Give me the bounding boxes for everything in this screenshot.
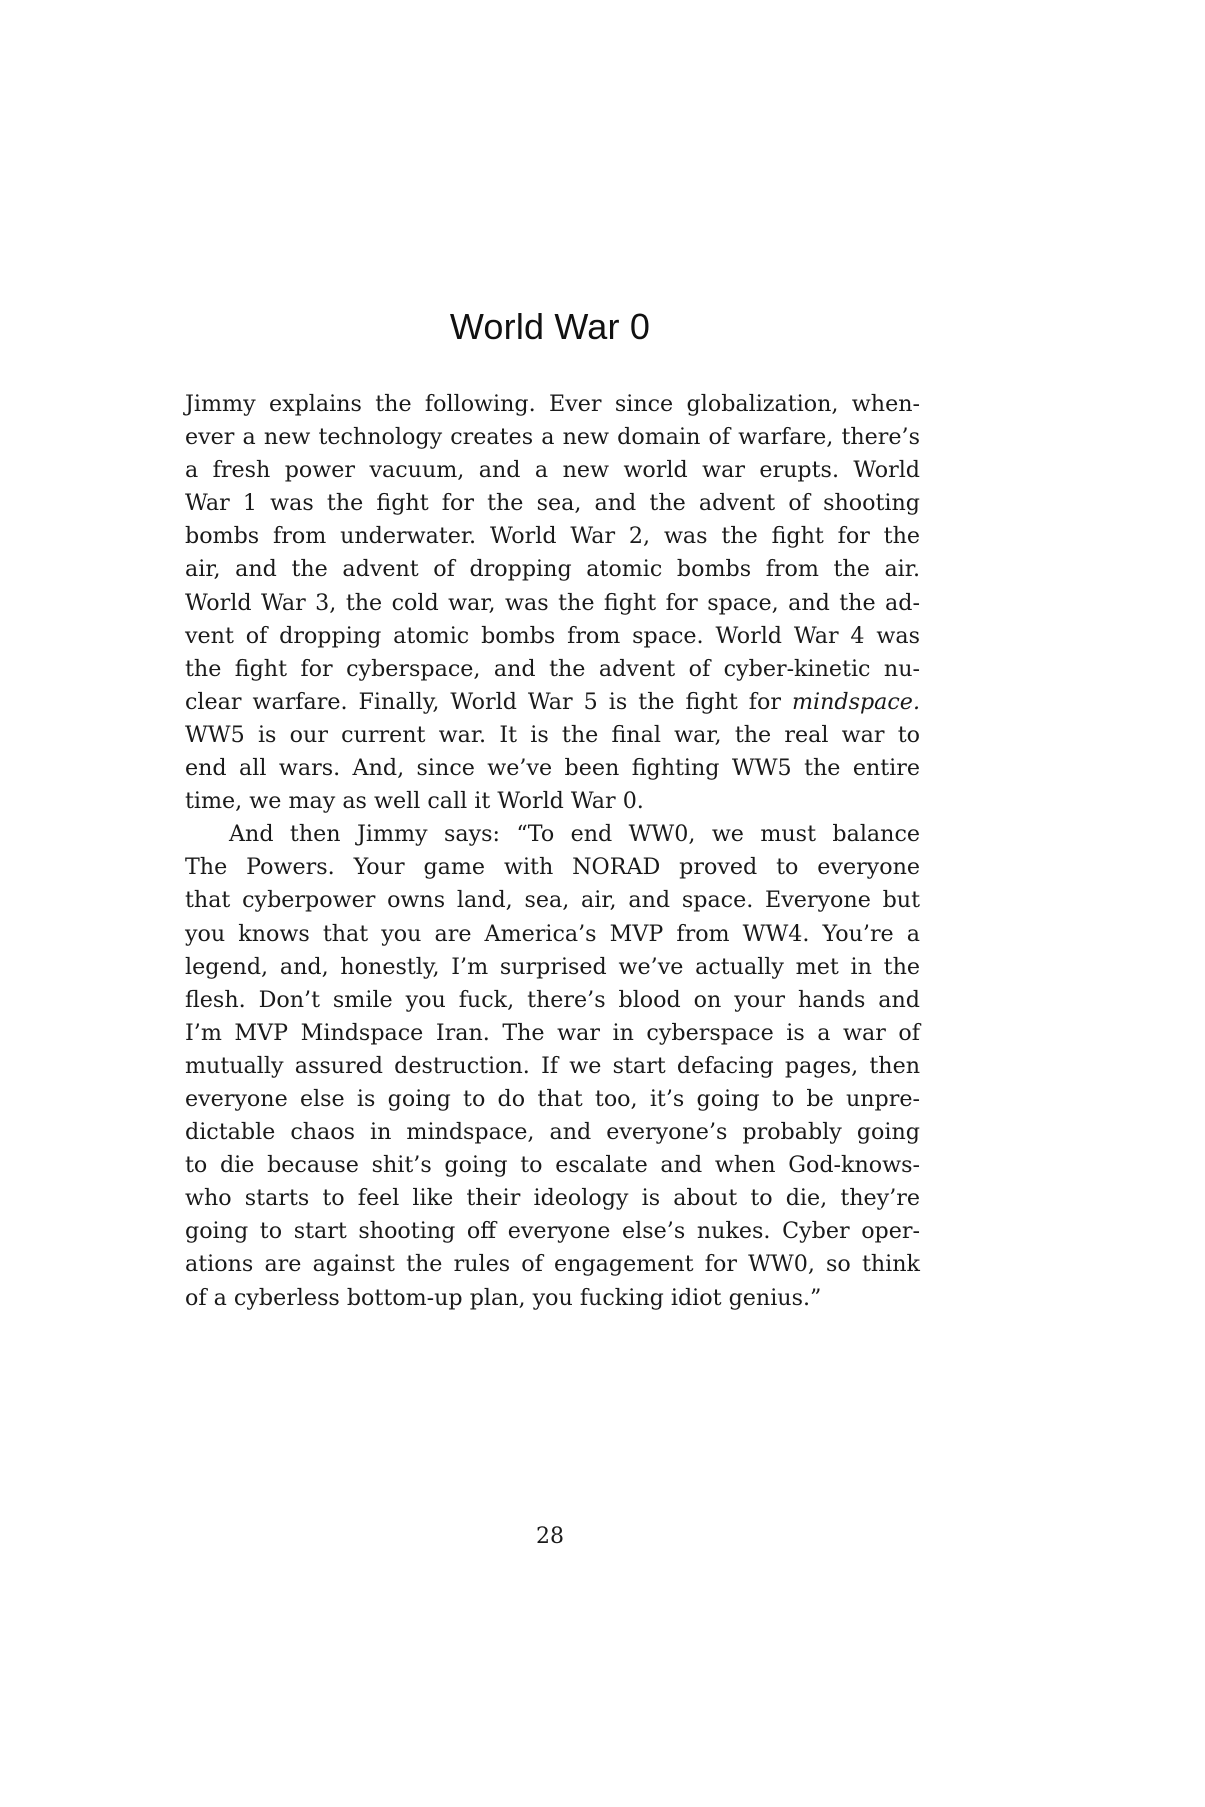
text-line: going to start shooting off everyone else’s nukes. Cyber oper- [185, 1218, 920, 1245]
text-line: WW5 is our current war. It is the final war, the real war to [185, 721, 920, 748]
text-line: you knows that you are America’s MVP from WW4. You’re a [185, 920, 920, 947]
text-line: end all wars. And, since we’ve been fighting WW5 the entire [185, 755, 920, 782]
text-line: who starts to feel like their ideology is about to die, they’re [185, 1185, 920, 1212]
text-line: a fresh power vacuum, and a new world war erupts. World [185, 457, 920, 484]
text-line: of a cyberless bottom-up plan, you fucking idiot genius.” [185, 1284, 822, 1311]
text-line: dictable chaos in mindspace, and everyone’s probably going [185, 1119, 920, 1146]
paragraph-1 [185, 388, 920, 818]
text-line: ever a new technology creates a new domain of warfare, there’s [185, 424, 920, 451]
text-line: bombs from underwater. World War 2, was the fight for the [185, 523, 920, 550]
text-line: vent of dropping atomic bombs from space. World War 4 was [185, 622, 920, 649]
text-line: air, and the advent of dropping atomic bombs from the air. [185, 556, 920, 583]
text-line: I’m MVP Mindspace Iran. The war in cyberspace is a war of [185, 1019, 920, 1046]
text-line: The Powers. Your game with NORAD proved to everyone [185, 854, 920, 881]
text-line: to die because shit’s going to escalate and when God-knows- [185, 1152, 920, 1179]
text-line: War 1 was the fight for the sea, and the advent of shooting [185, 490, 920, 517]
text-segment: clear warfare. Finally, World War 5 is the fight for [185, 688, 781, 715]
text-line: everyone else is going to do that too, it’s going to be unpre- [185, 1085, 920, 1112]
text-line: time, we may as well call it World War 0. [185, 788, 644, 815]
text-line: Jimmy explains the following. Ever since globalization, when- [185, 391, 920, 417]
page-number: 28 [536, 1524, 564, 1549]
text-line: World War 3, the cold war, was the fight for space, and the ad- [185, 589, 920, 616]
text-line: mutually assured destruction. If we start defacing pages, then [185, 1052, 920, 1079]
text-line: that cyberpower owns land, sea, air, and space. Everyone but [185, 887, 920, 914]
body-text [185, 388, 920, 1315]
text-line: flesh. Don’t smile you fuck, there’s blood on your hands and [185, 986, 920, 1013]
text-line: legend, and, honestly, I’m surprised we’ve actually met in the [185, 953, 920, 980]
text-line: And then Jimmy says: “To end WW0, we must balance [229, 821, 920, 848]
paragraph-2 [185, 818, 920, 1314]
text-line-with-emphasis [185, 686, 920, 719]
emphasized-word: mindspace. [791, 688, 920, 715]
text-line: the fight for cyberspace, and the advent of cyber-kinetic nu- [185, 655, 920, 682]
chapter-title: World War 0 [449, 306, 651, 347]
text-line: ations are against the rules of engagement for WW0, so think [185, 1251, 920, 1278]
